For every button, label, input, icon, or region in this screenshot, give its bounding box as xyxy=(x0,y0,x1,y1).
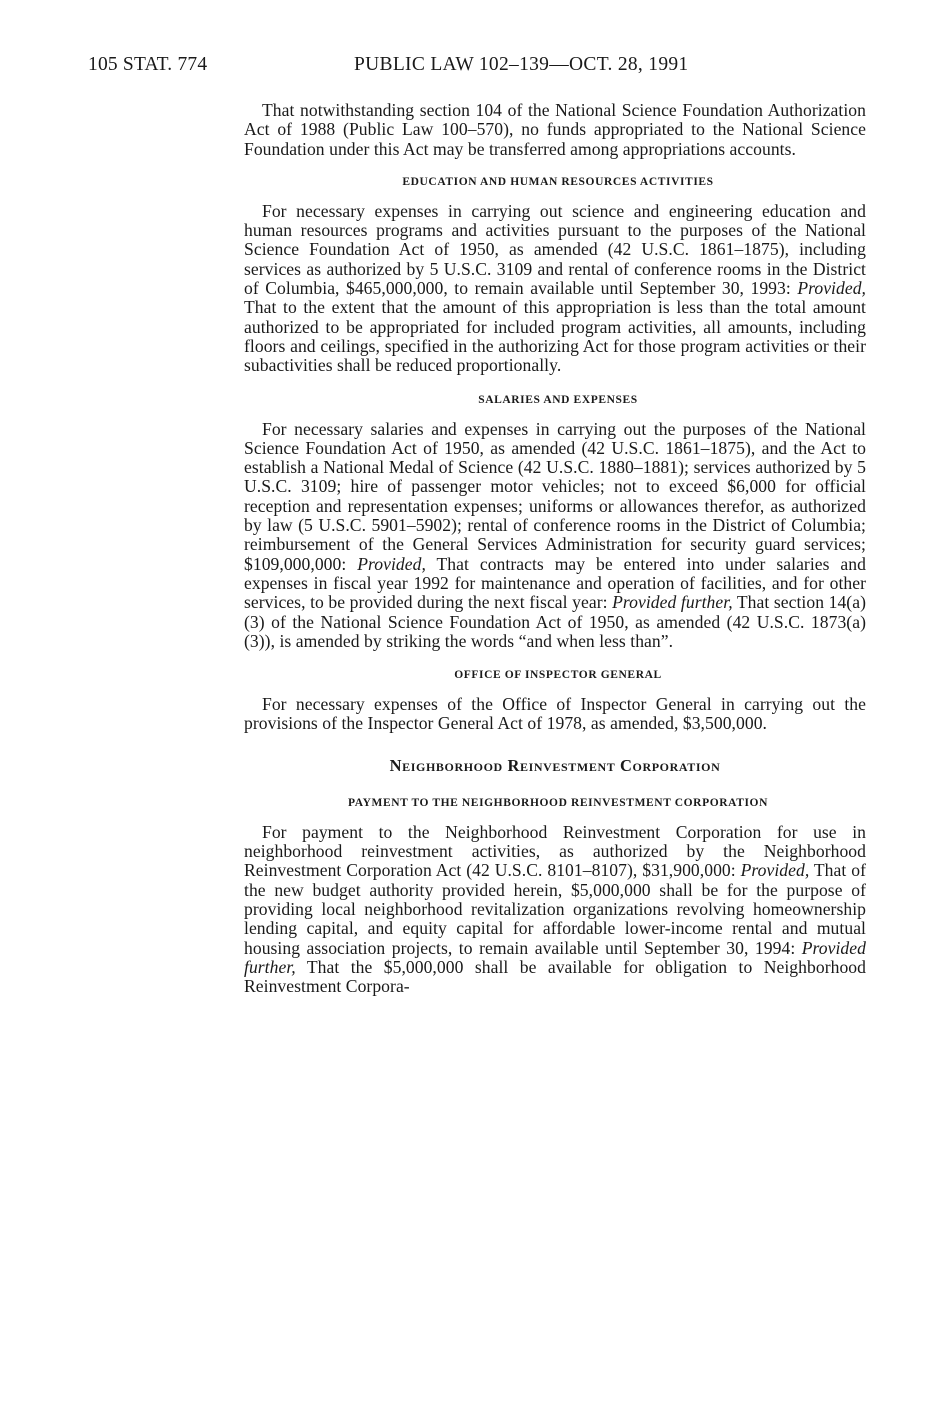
neighborhood-heading: PAYMENT TO THE NEIGHBORHOOD REINVESTMENT CORPORATION xyxy=(347,796,769,809)
salaries-text-b: That contracts may be entered into under salaries and expenses in fiscal year 1992 for maintenance and operation of facilities, and for other services, to be provided during the next fiscal year: xyxy=(244,553,866,613)
education-provided: Provided, xyxy=(797,278,866,299)
salaries-text-a: For necessary salaries and expenses in carrying out the purposes of the National Science Foundation Act of 1950, as amended (42 U.S.C. 1861–1875), and the Act to establish a National Medal of Science (42 U.S.C. 1880–1881); services authorized by 5 U.S.C. 3109; hire of passenger motor vehicles; not to exceed $6,000 for official reception and representation expenses; uniforms or allowances therefor, as authorized by law (5 U.S.C. 5901–5902); rental of conference rooms in the District of Columbia; reimbursement of the General Services Administration for security guard services; $109,000,000: xyxy=(244,418,866,574)
education-text-a: For necessary expenses in carrying out science and engineering education and human resources programs and activities pursuant to the purposes of the National Science Foundation Act of 1950, as amended (42 U.S.C. 1861–1875), including services as authorized by 5 U.S.C. 3109 and rental of conference rooms in the District of Columbia, $465,000,000, to remain available until September 30, 1993: xyxy=(244,200,866,299)
salaries-provided: Provided, xyxy=(357,553,426,574)
neighborhood-text-c: That the $5,000,000 shall be available for obligation to Neighborhood Reinvestment Corpora- xyxy=(244,956,866,997)
salaries-provided-further: Provided further, xyxy=(612,592,733,613)
neighborhood-text-b: That of the new budget authority provided herein, $5,000,000 shall be for the purpose of providing local neighborhood revitalization organizations revolving homeownership lending capital, and equity capital for affordable lower-income rental and mutual housing association projects, to remain available until September 30, 1994: xyxy=(244,860,866,958)
stat-page-reference: 105 STAT. 774 xyxy=(88,54,208,75)
education-heading: EDUCATION AND HUMAN RESOURCES ACTIVITIES xyxy=(402,175,714,188)
page-header xyxy=(88,54,868,86)
neighborhood-text-a: For payment to the Neighborhood Reinvestment Corporation for use in neighborhood reinvestment activities, as authorized by the Neighborhood Reinvestment Corporation Act (42 U.S.C. 8101–8107), $31,900,000: xyxy=(244,821,866,881)
opening-text: That notwithstanding section 104 of the National Science Foundation Authorization Act of 1988 (Public Law 100–570), no funds appropriated to the National Science Foundation under this Act may be transferred among appropriations accounts. xyxy=(244,100,866,159)
document-body xyxy=(244,101,866,996)
opening-paragraph xyxy=(244,101,866,159)
salaries-paragraph xyxy=(244,420,866,652)
neighborhood-provided-further: Provided further, xyxy=(244,937,866,977)
agency-heading: Neighborhood Reinvestment Corporation xyxy=(389,755,721,775)
inspector-paragraph xyxy=(244,695,866,734)
neighborhood-provided: Provided, xyxy=(740,860,810,881)
education-paragraph xyxy=(244,202,866,376)
inspector-text: For necessary expenses of the Office of Inspector General in carrying out the provisions of the Inspector General Act of 1978, as amended, $3,500,000. xyxy=(244,694,866,734)
salaries-text-c: That section 14(a)(3) of the National Science Foundation Act of 1950, as amended (42 U.S.C. 1873(a)(3)), is amended by striking the words “and when less than”. xyxy=(244,592,866,651)
salaries-heading: SALARIES AND EXPENSES xyxy=(478,393,638,406)
public-law-title: PUBLIC LAW 102–139—OCT. 28, 1991 xyxy=(354,54,689,75)
neighborhood-paragraph xyxy=(244,823,866,997)
inspector-heading: OFFICE OF INSPECTOR GENERAL xyxy=(454,669,662,682)
education-text-b: That to the extent that the amount of this appropriation is less than the total amount authorized to be appropriated for included program activities, all amounts, including floors and ceilings, specified in the authorizing Act for those program activities or their subactivities shall be reduced proportionally. xyxy=(244,297,866,376)
